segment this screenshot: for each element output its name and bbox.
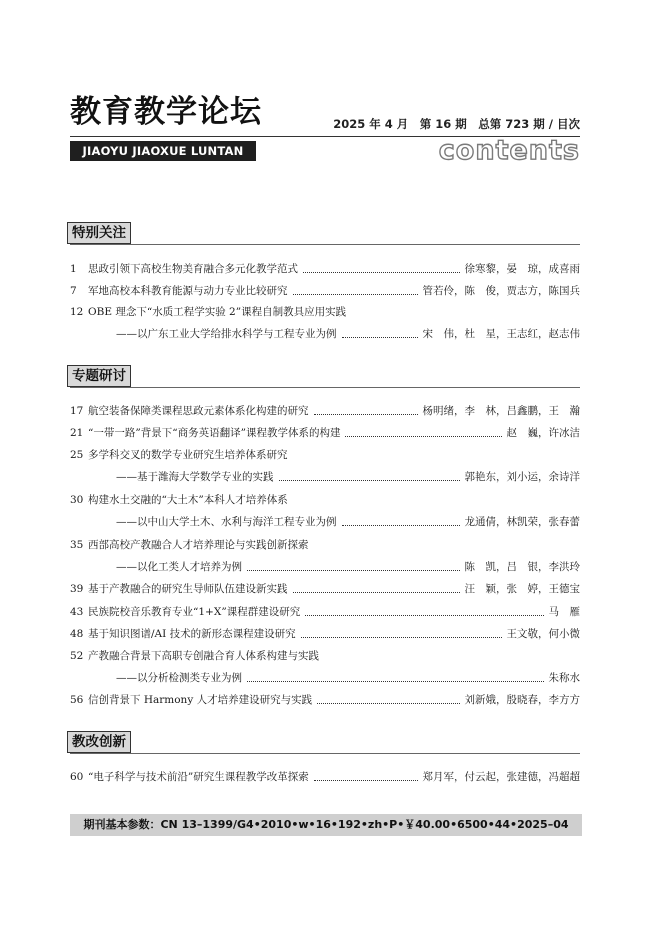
toc-entry[interactable]: [70, 537, 580, 554]
entry-page: 12: [70, 306, 84, 318]
entry-page: 48: [70, 628, 84, 640]
section-heading: 特别关注: [67, 222, 131, 244]
entry-title: “一带一路”背景下“商务英语翻译”课程教学体系的构建: [88, 427, 341, 439]
entry-title: 多学科交叉的数学专业研究生培养体系研究: [88, 449, 288, 461]
toc-entry[interactable]: [70, 283, 580, 300]
toc-entry[interactable]: [70, 604, 580, 621]
entry-page: 39: [70, 583, 84, 595]
entry-page: 52: [70, 650, 84, 662]
entry-authors: 郑月军，付云起，张建德，冯超超: [422, 771, 580, 783]
toc-entry[interactable]: [70, 261, 580, 278]
leader-dots: [314, 413, 418, 415]
entry-authors: 陈 凯，吕 银，李洪玲: [464, 561, 580, 573]
entry-title: 构建水土交融的“大土木”本科人才培养体系: [88, 494, 288, 506]
leader-dots: [247, 680, 544, 682]
journal-parameters-bar: 期刊基本参数：CN 13–1399/G4•2010•w•16•192•zh•P•￥40.00•6500•44•2025–04: [70, 814, 582, 836]
leader-dots: [303, 271, 460, 273]
entry-title: 民族院校音乐教育专业“1+X”课程群建设研究: [88, 606, 301, 618]
entry-authors: 杨明绪，李 林，吕鑫鹏，王 瀚: [422, 405, 580, 417]
entry-title: 信创背景下 Harmony 人才培养建设研究与实践: [88, 694, 313, 706]
toc-entry[interactable]: [70, 304, 580, 321]
entry-authors: 汪 颖，张 婷，王德宝: [464, 583, 580, 595]
entry-title: 基于产教融合的研究生导师队伍建设新实践: [88, 583, 288, 595]
leader-dots: [301, 636, 502, 638]
section-heading: 专题研讨: [67, 365, 131, 387]
entry-page: 7: [70, 285, 77, 297]
leader-dots: [279, 479, 460, 481]
entry-title: ——以广东工业大学给排水科学与工程专业为例: [116, 328, 337, 340]
toc-entry-subtitle[interactable]: [70, 670, 580, 687]
toc-entry[interactable]: [70, 403, 580, 420]
leader-dots: [293, 293, 418, 295]
leader-dots: [247, 569, 460, 571]
entry-authors: 龙通倩，林凯荣，张春蕾: [464, 516, 580, 528]
toc-entry[interactable]: [70, 692, 580, 709]
entry-authors: 刘新娥，殷晓春，李方方: [464, 694, 580, 706]
leader-dots: [345, 435, 501, 437]
section-rule: [70, 753, 580, 754]
toc-entry[interactable]: [70, 626, 580, 643]
contents-wordmark: contents: [438, 135, 580, 166]
entry-authors: 管若伶，陈 俊，贾志方，陈国兵: [422, 285, 580, 297]
toc-entry[interactable]: [70, 492, 580, 509]
entry-page: 21: [70, 427, 84, 439]
toc-entry[interactable]: [70, 648, 580, 665]
entry-title: 航空装备保障类课程思政元素体系化构建的研究: [88, 405, 309, 417]
leader-dots: [305, 614, 543, 616]
entry-title: ——以分析检测类专业为例: [116, 672, 242, 684]
entry-page: 60: [70, 771, 84, 783]
leader-dots: [293, 591, 460, 593]
entry-authors: 赵 巍，许冰洁: [506, 427, 580, 439]
entry-title: “电子科学与技术前沿”研究生课程教学改革探索: [88, 771, 309, 783]
entry-authors: 徐寒黎，晏 琼，成喜雨: [464, 263, 580, 275]
leader-dots: [317, 702, 459, 704]
entry-authors: 王文敬，何小微: [506, 628, 580, 640]
entry-page: 56: [70, 694, 84, 706]
leader-dots: [342, 336, 418, 338]
entry-title: 产教融合背景下高职专创融合育人体系构建与实践: [88, 650, 319, 662]
entry-page: 1: [70, 263, 77, 275]
entry-title: 西部高校产教融合人才培养理论与实践创新探索: [88, 539, 309, 551]
entry-page: 17: [70, 405, 84, 417]
section-rule: [70, 244, 580, 245]
entry-authors: 宋 伟，杜 星，王志红，赵志伟: [422, 328, 580, 340]
entry-page: 25: [70, 449, 84, 461]
entry-title: 基于知识图谱/AI 技术的新形态课程建设研究: [88, 628, 296, 640]
entry-authors: 郭艳东，刘小运，余诗洋: [464, 471, 580, 483]
toc-entry-subtitle[interactable]: [70, 514, 580, 531]
toc-entry-subtitle[interactable]: [70, 469, 580, 486]
entry-page: 43: [70, 606, 84, 618]
entry-authors: 朱称水: [548, 672, 580, 684]
leader-dots: [342, 524, 460, 526]
magazine-title: 教育教学论坛: [70, 94, 262, 130]
pinyin-title: JIAOYU JIAOXUE LUNTAN: [70, 141, 256, 161]
leader-dots: [314, 779, 418, 781]
entry-title: OBE 理念下“水质工程学实验 2”课程自制教具应用实践: [88, 306, 347, 318]
issue-info: 2025 年 4 月 第 16 期 总第 723 期 / 目次: [333, 117, 580, 131]
entry-title: ——以化工类人才培养为例: [116, 561, 242, 573]
toc-entry[interactable]: [70, 769, 580, 786]
toc-entry-subtitle[interactable]: [70, 326, 580, 343]
entry-page: 35: [70, 539, 84, 551]
section-heading: 教改创新: [67, 731, 131, 753]
entry-title: 军地高校本科教育能源与动力专业比较研究: [88, 285, 288, 297]
toc-entry[interactable]: [70, 447, 580, 464]
section-rule: [70, 387, 580, 388]
entry-title: ——以中山大学土木、水利与海洋工程专业为例: [116, 516, 337, 528]
entry-page: 30: [70, 494, 84, 506]
entry-authors: 马 雁: [548, 606, 580, 618]
entry-title: ——基于潍海大学数学专业的实践: [116, 471, 274, 483]
entry-title: 思政引领下高校生物美育融合多元化教学范式: [88, 263, 298, 275]
toc-entry[interactable]: [70, 581, 580, 598]
toc-entry[interactable]: [70, 425, 580, 442]
toc-entry-subtitle[interactable]: [70, 559, 580, 576]
